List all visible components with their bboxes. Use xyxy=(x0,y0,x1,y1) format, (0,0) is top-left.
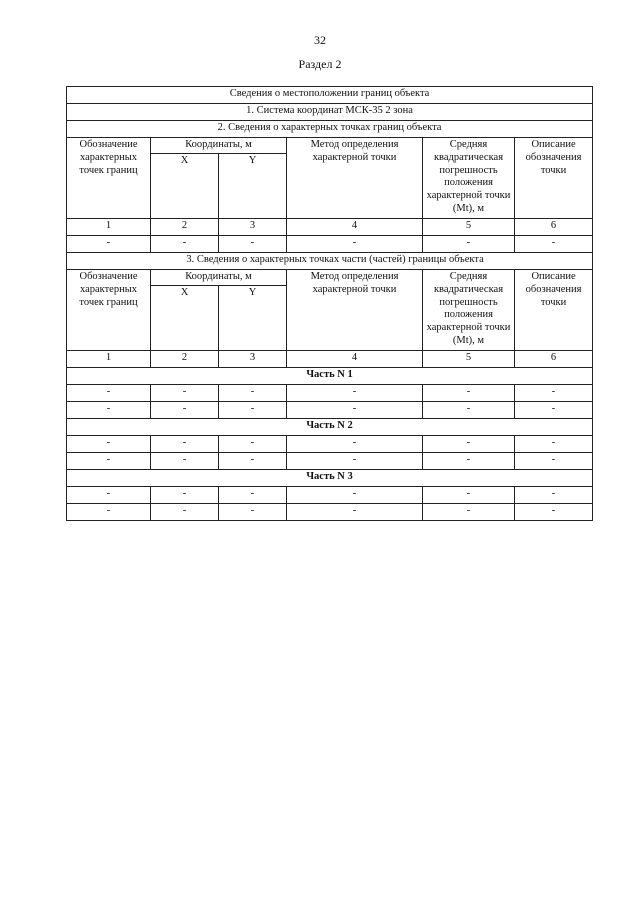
header-description: Описание обозначения точки xyxy=(515,270,593,351)
header-error: Средняя квадратическая погрешность положения характерной точки (Mt), м xyxy=(423,270,515,351)
column-numbers-row xyxy=(67,219,593,236)
part-label: Часть N 1 xyxy=(67,368,593,385)
cell-dash: - xyxy=(423,504,515,521)
cell-dash: - xyxy=(219,487,287,504)
column-number: 3 xyxy=(219,351,287,368)
header-coordinates: Координаты, м xyxy=(151,138,287,154)
column-number: 5 xyxy=(423,219,515,236)
column-number: 2 xyxy=(151,351,219,368)
cell-dash: - xyxy=(423,487,515,504)
table-row xyxy=(67,236,593,253)
header-x: X xyxy=(151,153,219,218)
cell-dash: - xyxy=(287,236,423,253)
cell-dash: - xyxy=(151,487,219,504)
cell-dash: - xyxy=(67,385,151,402)
boundaries-table xyxy=(66,86,593,521)
cell-dash: - xyxy=(287,453,423,470)
cell-dash: - xyxy=(67,402,151,419)
section2-header-row xyxy=(67,270,593,286)
cell-dash: - xyxy=(219,402,287,419)
cell-dash: - xyxy=(423,453,515,470)
header-x: X xyxy=(151,285,219,350)
cell-dash: - xyxy=(151,385,219,402)
cell-dash: - xyxy=(423,436,515,453)
header-method: Метод определения характерной точки xyxy=(287,270,423,351)
table-row xyxy=(67,487,593,504)
cell-dash: - xyxy=(151,402,219,419)
cell-dash: - xyxy=(515,504,593,521)
cell-dash: - xyxy=(151,504,219,521)
header-point-designation: Обозначение характерных точек границ xyxy=(67,270,151,351)
header-y: Y xyxy=(219,285,287,350)
cell-dash: - xyxy=(67,236,151,253)
cell-dash: - xyxy=(219,436,287,453)
cell-dash: - xyxy=(423,236,515,253)
column-number: 4 xyxy=(287,351,423,368)
cell-dash: - xyxy=(515,487,593,504)
cell-dash: - xyxy=(151,436,219,453)
column-number: 1 xyxy=(67,351,151,368)
cell-dash: - xyxy=(515,436,593,453)
table-row xyxy=(67,385,593,402)
cell-dash: - xyxy=(219,453,287,470)
cell-dash: - xyxy=(515,236,593,253)
column-number: 2 xyxy=(151,219,219,236)
cell-dash: - xyxy=(515,453,593,470)
column-numbers-row xyxy=(67,351,593,368)
column-number: 1 xyxy=(67,219,151,236)
cell-dash: - xyxy=(287,504,423,521)
column-number: 4 xyxy=(287,219,423,236)
table-title: Сведения о местоположении границ объекта xyxy=(67,87,593,104)
section1-title: 2. Сведения о характерных точках границ объекта xyxy=(67,121,593,138)
cell-dash: - xyxy=(287,436,423,453)
cell-dash: - xyxy=(219,385,287,402)
cell-dash: - xyxy=(67,487,151,504)
cell-dash: - xyxy=(287,385,423,402)
cell-dash: - xyxy=(219,236,287,253)
coordinate-system: 1. Система координат МСК-35 2 зона xyxy=(67,104,593,121)
table-row xyxy=(67,402,593,419)
table-row xyxy=(67,504,593,521)
column-number: 5 xyxy=(423,351,515,368)
cell-dash: - xyxy=(287,402,423,419)
column-number: 6 xyxy=(515,351,593,368)
section-title: Раздел 2 xyxy=(298,57,342,71)
cell-dash: - xyxy=(67,504,151,521)
header-description: Описание обозначения точки xyxy=(515,138,593,219)
header-error: Средняя квадратическая погрешность положения характерной точки (Mt), м xyxy=(423,138,515,219)
cell-dash: - xyxy=(423,402,515,419)
header-y: Y xyxy=(219,153,287,218)
section2-title: 3. Сведения о характерных точках части (частей) границы объекта xyxy=(67,253,593,270)
table-row xyxy=(67,436,593,453)
column-number: 3 xyxy=(219,219,287,236)
column-number: 6 xyxy=(515,219,593,236)
header-method: Метод определения характерной точки xyxy=(287,138,423,219)
cell-dash: - xyxy=(67,453,151,470)
cell-dash: - xyxy=(423,385,515,402)
cell-dash: - xyxy=(151,236,219,253)
header-coordinates: Координаты, м xyxy=(151,270,287,286)
cell-dash: - xyxy=(151,453,219,470)
table-row xyxy=(67,453,593,470)
cell-dash: - xyxy=(67,436,151,453)
cell-dash: - xyxy=(515,385,593,402)
cell-dash: - xyxy=(515,402,593,419)
section1-header-row xyxy=(67,138,593,154)
part-label: Часть N 3 xyxy=(67,470,593,487)
header-point-designation: Обозначение характерных точек границ xyxy=(67,138,151,219)
part-label: Часть N 2 xyxy=(67,419,593,436)
cell-dash: - xyxy=(287,487,423,504)
page-number: 32 xyxy=(314,33,326,47)
cell-dash: - xyxy=(219,504,287,521)
